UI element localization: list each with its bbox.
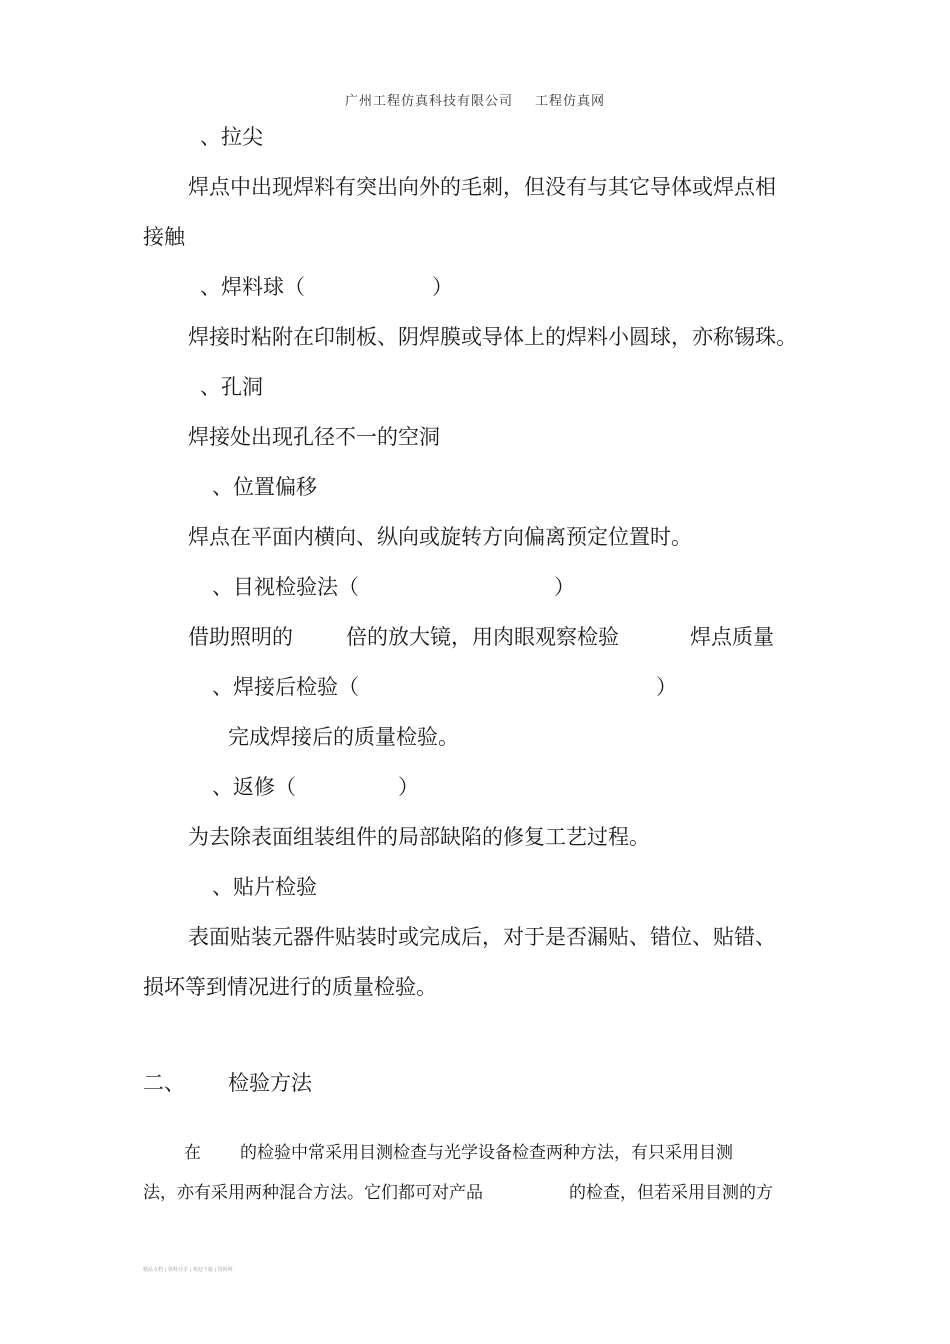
item-heading-5-a: 、目视检验法（ [212,575,359,599]
item-body-1-line1: 焊点中出现焊料有突出向外的毛刺，但没有与其它导体或焊点相 [188,175,776,199]
section-para-line2-b: 的检查，但若采用目测的方 [569,1183,773,1203]
item-body-5-a: 借助照明的 [188,625,293,649]
item-body-6: 完成焊接后的质量检验。 [228,725,459,749]
section-para-line1-a: 在 [184,1143,201,1163]
page-header [0,90,950,109]
item-body-1-line2: 接触 [143,225,185,249]
item-body-8-line2: 损坏等到情况进行的质量检验。 [143,975,437,999]
item-heading-8: 、贴片检验 [212,875,317,899]
item-body-5-b: 倍的放大镜，用肉眼观察检验 [346,625,619,649]
item-heading-2-a: 、焊料球（ [200,275,305,299]
section-para-line2-a: 法，亦有采用两种混合方法。它们都可对产品 [143,1183,483,1203]
item-body-2: 焊接时粘附在印制板、阴焊膜或导体上的焊料小圆球，亦称锡珠。 [188,325,797,349]
item-heading-1: 、拉尖 [200,125,263,149]
item-heading-7-a: 、返修（ [212,775,296,799]
item-body-7: 为去除表面组装组件的局部缺陷的修复工艺过程。 [188,825,650,849]
header-site: 工程仿真网 [535,94,606,109]
item-heading-6-a: 、焊接后检验（ [212,675,359,699]
item-body-3: 焊接处出现孔径不一的空洞 [188,425,440,449]
item-body-8-line1: 表面贴装元器件贴装时或完成后，对于是否漏贴、错位、贴错、 [188,925,776,949]
item-heading-7-b: ） [398,775,419,799]
item-heading-4: 、位置偏移 [212,475,317,499]
item-body-5-c: 焊点质量 [690,625,774,649]
section-title: 检验方法 [228,1071,312,1095]
section-para-line1-b: 的检验中常采用目测检查与光学设备检查两种方法，有只采用目测 [240,1143,733,1163]
item-heading-6-b: ） [656,675,677,699]
item-heading-3: 、孔洞 [200,375,263,399]
item-heading-5-b: ） [554,575,575,599]
item-body-4: 焊点在平面内横向、纵向或旋转方向偏离预定位置时。 [188,525,692,549]
footer-note: 精品文档 | 资料分享 | 欢迎下载 | 资料网 [143,1267,233,1273]
item-heading-2-b: ） [432,275,453,299]
header-company: 广州工程仿真科技有限公司 [344,94,513,109]
section-number: 二、 [143,1071,185,1095]
